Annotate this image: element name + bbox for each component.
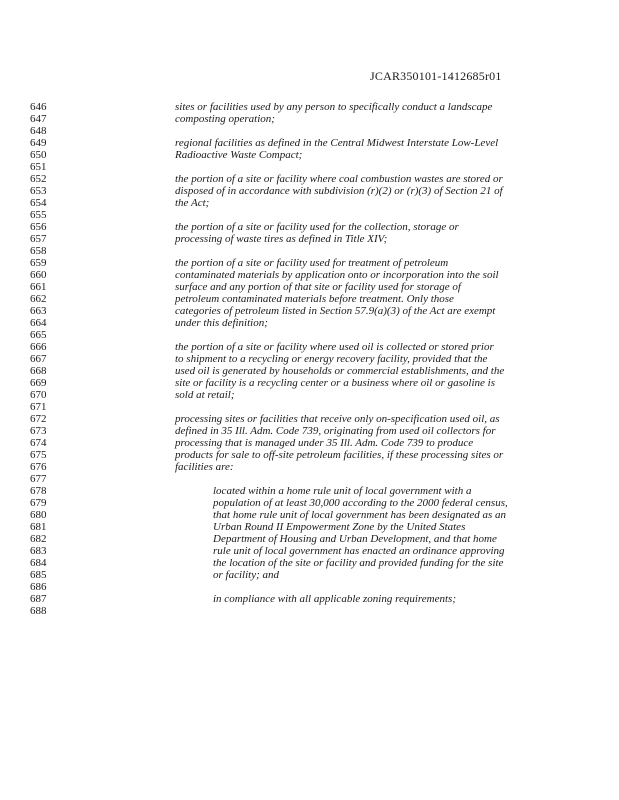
text-line: sold at retail; bbox=[175, 389, 235, 401]
line-number: 682 bbox=[30, 533, 47, 545]
text-line: under this definition; bbox=[175, 317, 268, 329]
line-number: 671 bbox=[30, 401, 47, 413]
text-line: the portion of a site or facility used for treatment of petroleum bbox=[175, 257, 449, 269]
line-number: 685 bbox=[30, 569, 47, 581]
line-number: 670 bbox=[30, 389, 47, 401]
line-number: 673 bbox=[30, 425, 47, 437]
line-number: 672 bbox=[30, 413, 47, 425]
line-number: 658 bbox=[30, 245, 47, 257]
line-number: 683 bbox=[30, 545, 47, 557]
line-number: 663 bbox=[30, 305, 47, 317]
line-number: 660 bbox=[30, 269, 47, 281]
text-line: that home rule unit of local government has been designated as an bbox=[213, 509, 506, 521]
text-line: processing sites or facilities that receive only on-specification used oil, as bbox=[175, 413, 500, 425]
text-line: Radioactive Waste Compact; bbox=[175, 149, 303, 161]
line-number: 675 bbox=[30, 449, 47, 461]
text-line: defined in 35 Ill. Adm. Code 739, originating from used oil collectors for bbox=[175, 425, 496, 437]
line-number: 653 bbox=[30, 185, 47, 197]
line-number: 657 bbox=[30, 233, 47, 245]
line-number: 688 bbox=[30, 605, 47, 617]
text-line: the Act; bbox=[175, 197, 210, 209]
line-number: 646 bbox=[30, 101, 47, 113]
line-number: 686 bbox=[30, 581, 47, 593]
text-line: petroleum contaminated materials before treatment. Only those bbox=[175, 293, 454, 305]
line-number: 652 bbox=[30, 173, 47, 185]
text-line: processing of waste tires as defined in Title XIV; bbox=[175, 233, 388, 245]
line-number: 651 bbox=[30, 161, 47, 173]
text-line: rule unit of local government has enacted an ordinance approving bbox=[213, 545, 505, 557]
line-number: 669 bbox=[30, 377, 47, 389]
line-number: 654 bbox=[30, 197, 47, 209]
line-number: 664 bbox=[30, 317, 47, 329]
line-number: 684 bbox=[30, 557, 47, 569]
line-number: 661 bbox=[30, 281, 47, 293]
line-number: 678 bbox=[30, 485, 47, 497]
line-number: 677 bbox=[30, 473, 47, 485]
text-line: the portion of a site or facility where used oil is collected or stored prior bbox=[175, 341, 494, 353]
line-number: 665 bbox=[30, 329, 47, 341]
text-line: Department of Housing and Urban Development, and that home bbox=[213, 533, 497, 545]
text-line: site or facility is a recycling center or a business where oil or gasoline is bbox=[175, 377, 495, 389]
line-number: 674 bbox=[30, 437, 47, 449]
text-line: the portion of a site or facility where coal combustion wastes are stored or bbox=[175, 173, 503, 185]
line-number: 687 bbox=[30, 593, 47, 605]
text-line: the location of the site or facility and provided funding for the site bbox=[213, 557, 504, 569]
text-line: processing that is managed under 35 Ill. Adm. Code 739 to produce bbox=[175, 437, 474, 449]
line-number: 662 bbox=[30, 293, 47, 305]
line-number: 647 bbox=[30, 113, 47, 125]
text-line: sites or facilities used by any person to specifically conduct a landscape bbox=[175, 101, 493, 113]
line-number: 666 bbox=[30, 341, 47, 353]
line-number: 680 bbox=[30, 509, 47, 521]
line-number: 650 bbox=[30, 149, 47, 161]
line-number: 681 bbox=[30, 521, 47, 533]
line-number: 648 bbox=[30, 125, 47, 137]
text-line: in compliance with all applicable zoning requirements; bbox=[213, 593, 456, 605]
text-line: regional facilities as defined in the Central Midwest Interstate Low-Level bbox=[175, 137, 499, 149]
text-line: or facility; and bbox=[213, 569, 279, 581]
line-number: 667 bbox=[30, 353, 47, 365]
line-number: 656 bbox=[30, 221, 47, 233]
text-line: categories of petroleum listed in Section 57.9(a)(3) of the Act are exempt bbox=[175, 305, 496, 317]
text-line: products for sale to off-site petroleum facilities, if these processing sites or bbox=[175, 449, 504, 461]
line-number: 659 bbox=[30, 257, 47, 269]
text-line: facilities are: bbox=[175, 461, 234, 473]
text-line: used oil is generated by households or commercial establishments, and the bbox=[175, 365, 505, 377]
text-line: population of at least 30,000 according to the 2000 federal census, bbox=[213, 497, 508, 509]
text-line: composting operation; bbox=[175, 113, 275, 125]
line-number: 655 bbox=[30, 209, 47, 221]
text-line: disposed of in accordance with subdivision (r)(2) or (r)(3) of Section 21 of bbox=[175, 185, 503, 197]
line-number: 668 bbox=[30, 365, 47, 377]
text-line: located within a home rule unit of local government with a bbox=[213, 485, 472, 497]
text-line: contaminated materials by application onto or incorporation into the soil bbox=[175, 269, 499, 281]
line-number: 679 bbox=[30, 497, 47, 509]
text-line: Urban Round II Empowerment Zone by the United States bbox=[213, 521, 466, 533]
text-line: to shipment to a recycling or energy recovery facility, provided that the bbox=[175, 353, 488, 365]
text-line: the portion of a site or facility used for the collection, storage or bbox=[175, 221, 459, 233]
line-number: 649 bbox=[30, 137, 47, 149]
text-line: surface and any portion of that site or facility used for storage of bbox=[175, 281, 461, 293]
line-number: 676 bbox=[30, 461, 47, 473]
document-header-code: JCAR350101-1412685r01 bbox=[370, 69, 502, 83]
